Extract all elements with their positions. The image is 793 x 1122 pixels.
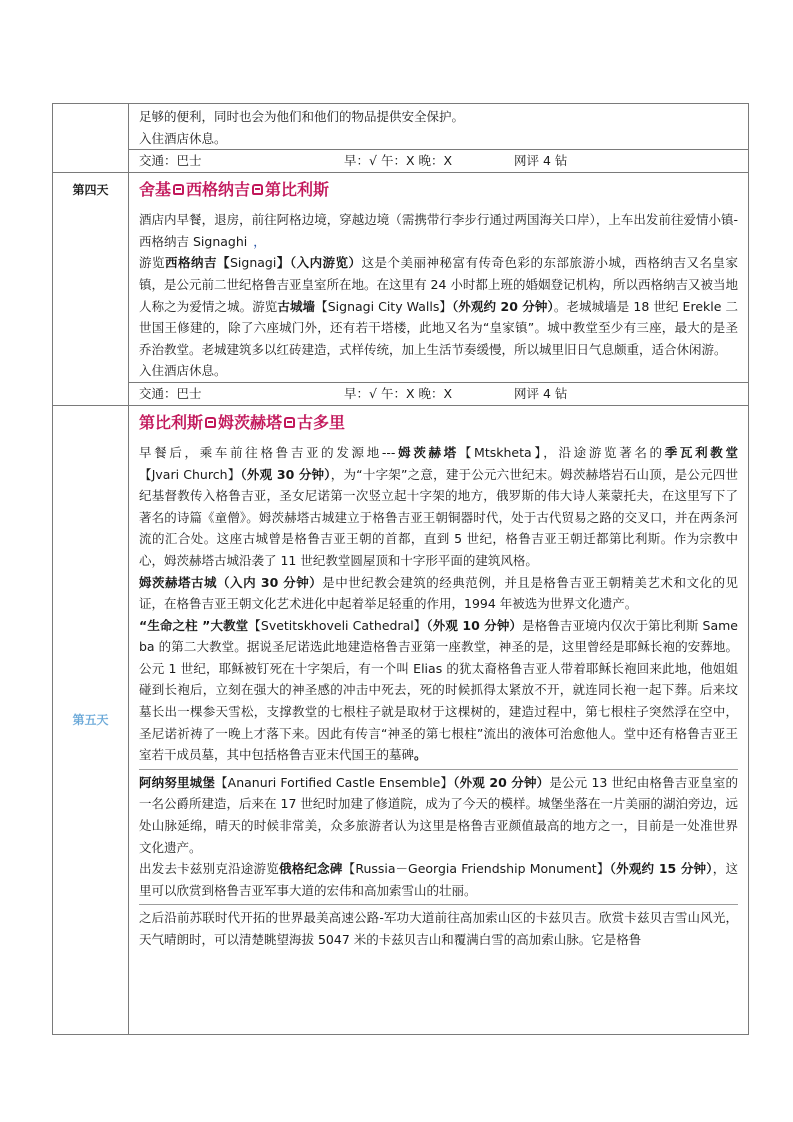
day4-label: 第四天: [72, 183, 109, 198]
bus-icon: [252, 184, 263, 195]
meals-info: 早：√ 午：X 晚：X: [344, 153, 453, 169]
paragraph: 游览西格纳吉【Signagi】（入内游览）这是个美丽神秘富有传奇色彩的东部旅游小城，西格纳吉又名皇家镇，是公元前二世纪格鲁吉亚皇室所在地。在这里有 24 小时都上班的婚姻登记机构，所以西格纳吉又被当地人称之为爱情之城。游览古城墙【Signagi City Walls】（外观约 20 分钟）。老城城墙是 18 世纪 Erekle 二世国王修建的，除了六座城门外，还有若干塔楼，此地又名为“皇家镇”。城中教堂至少有三座，最大的是圣乔治教堂。老城建筑多以红砖建造，式样传统，加上生活节奏缓慢，所以城里旧日气息颇重，适合休闲游。: [139, 255, 738, 357]
info-row: [129, 382, 748, 405]
title-part: 第比利斯: [139, 412, 204, 432]
info-row: [129, 149, 748, 172]
text-line: 足够的便利，同时也会为他们和他们的物品提供安全保护。: [139, 109, 465, 124]
paragraph: 酒店内早餐，退房，前往阿格边境，穿越边境（需携带行李步行通过两国海关口岸），上车出发前往爱情小镇-西格纳吉 Signaghi ，: [139, 212, 738, 249]
paragraph: 早餐后，乘车前往格鲁吉亚的发源地---姆茨赫塔【Mtskheta】，沿途游览著名的季瓦利教堂【Jvari Church】（外观 30 分钟），为“十字架”之意，建于公元六世纪末。姆茨赫塔岩石山顶，是公元四世纪基督教传入格鲁吉亚，圣女尼诺第一次竖立起十字架的地方，俄罗斯的伟大诗人莱蒙托夫，在这里写下了著名的诗篇《童僧》。姆茨赫塔古城建立于格鲁吉亚王朝铜器时代，处于古代贸易之路的交叉口，并在两条河流的汇合处。这座古城曾是格鲁吉亚王朝的首都，直到 5 世纪，格鲁吉亚王朝迁都第比利斯。作为宗教中心，姆茨赫塔古城沿袭了 11 世纪教堂圆屋顶和十字形平面的建筑风格。: [139, 444, 739, 568]
paragraph: 阿纳努里城堡【Ananuri Fortified Castle Ensemble】（外观 20 分钟）是公元 13 世纪由格鲁吉亚皇室的一名公爵所建造，后来在 17 世纪时加建了修道院，成为了今天的模样。城堡坐落在一片美丽的湖泊旁边，远处山脉延绵，晴天的时候非常美，众多旅游者认为这里是格鲁吉亚颜值最高的地方之一，目前是一处准世界文化遗产。: [139, 774, 738, 855]
itinerary-table: [52, 103, 749, 1035]
day3-tail-row: [53, 104, 749, 173]
title-part: 舍基: [139, 180, 172, 200]
title-part: 西格纳吉: [186, 180, 251, 200]
divider: [139, 769, 738, 770]
meals-info: 早：√ 午：X 晚：X: [344, 385, 453, 401]
day5-content: [129, 405, 749, 1034]
day5-row: [53, 405, 749, 1034]
paragraph: “生命之柱 ”大教堂【Svetitskhoveli Cathedral】（外观 10 分钟）是格鲁吉亚境内仅次于第比利斯 Sameba 的第二大教堂。据说圣尼诺选此地建造格鲁吉亚第一座教堂，神圣的是，这里曾经是耶稣长袍的安葬地。公元 1 世纪，耶稣被钉死在十字架后，有一个叫 Elias 的犹太裔格鲁吉亚人带着耶稣长袍回来此地，他姐姐碰到长袍后，立刻在强大的神圣感的冲击中死去，死的时候抓得太紧放不开，就连同长袍一起下葬。后来坟墓长出一棵参天雪松，支撑教堂的七根柱子就是取材于这棵树的，建造过程中，第七根柱子突然浮在空中，圣尼诺祈祷了一晚上才落下来。因此有传言“神圣的第七根柱”流出的液体可治愈他人。堂中还有格鲁吉亚王室若干成员墓，其中包括格鲁吉亚末代国王的墓碑。: [139, 617, 738, 763]
day4-title: [139, 175, 738, 205]
title-part: 姆茨赫塔: [218, 412, 283, 432]
day5-label-cell: [53, 405, 129, 1034]
bus-icon: [205, 417, 216, 428]
day4-label-cell: [53, 173, 129, 406]
day4-row: [53, 173, 749, 406]
bus-icon: [173, 184, 184, 195]
day4-content: [129, 173, 749, 406]
transport-info: 交通：巴士: [139, 385, 202, 401]
paragraph: 之后沿前苏联时代开拓的世界最美高速公路-军功大道前往高加索山区的卡兹贝吉。欣赏卡兹贝吉雪山风光，天气晴朗时，可以清楚眺望海拔 5047 米的卡兹贝吉山和覆满白雪的高加索山脉。它是格鲁: [139, 910, 738, 947]
paragraph: 出发去卡兹别克沿途游览俄格纪念碑【Russia－Georgia Friendship Monument】（外观约 15 分钟），这里可以欣赏到格鲁吉亚军事大道的宏伟和高加索雪山的壮丽。: [139, 861, 738, 898]
day5-title: [139, 408, 738, 438]
title-part: 第比利斯: [265, 180, 330, 200]
day-cell-empty: [53, 104, 129, 173]
hotel-rating: 网评 4 钻: [514, 153, 568, 169]
bus-icon: [284, 417, 295, 428]
title-part: 古多里: [297, 412, 346, 432]
day5-label: 第五天: [72, 713, 109, 728]
paragraph: 姆茨赫塔古城（入内 30 分钟）是中世纪教会建筑的经典范例，并且是格鲁吉亚王朝精美艺术和文化的见证，在格鲁吉亚王朝文化艺术进化中起着举足轻重的作用，1994 年被选为世界文化遗产。: [139, 574, 738, 612]
paragraph: 入住酒店休息。: [139, 363, 227, 379]
day3-content: [129, 104, 749, 173]
transport-info: 交通：巴士: [139, 153, 202, 169]
hotel-rating: 网评 4 钻: [514, 385, 568, 401]
divider: [139, 904, 738, 905]
text-line: 入住酒店休息。: [139, 130, 227, 146]
